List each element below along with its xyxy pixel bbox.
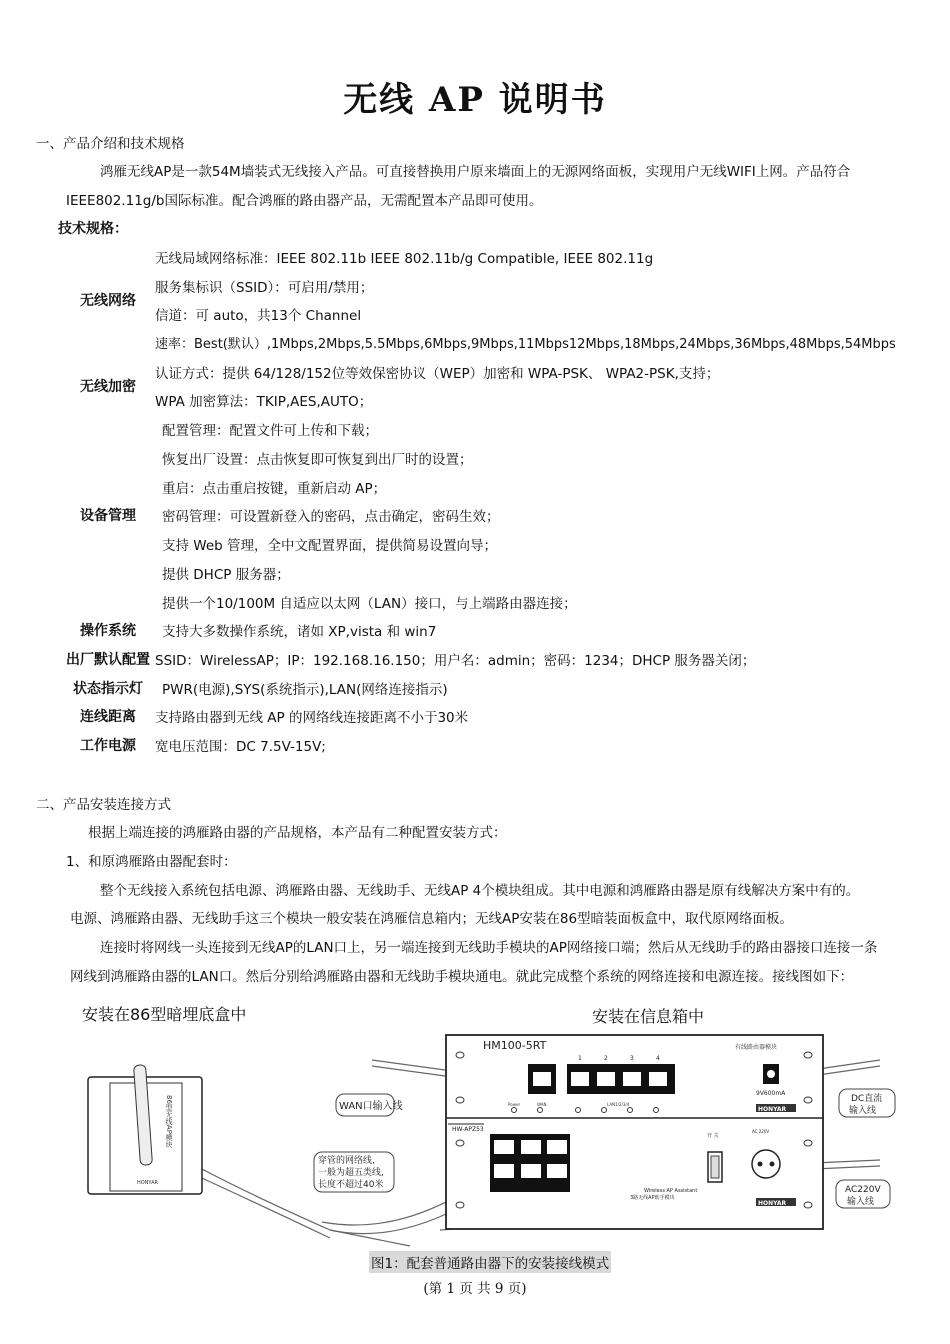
paragraph: 连接时将网线一头连接到无线AP的LAN口上，另一端连接到无线助手模块的AP网络接口端；然后从无线助手的路由器接口连接一条 <box>100 940 878 956</box>
spec-value: WPA 加密算法：TKIP,AES,AUTO； <box>155 394 373 410</box>
callout-wan <box>336 1094 403 1116</box>
spec-heading: 技术规格： <box>58 221 128 237</box>
spec-value: 提供一个10/100M 自适应以太网（LAN）接口，与上端路由器连接； <box>162 596 577 612</box>
spec-label-wireless-encryption: 无线加密 <box>80 379 136 395</box>
assist-name-cn: 3路无线AP助手模块 <box>630 1195 675 1201</box>
callout-dc <box>839 1089 895 1117</box>
svg-text:输入线: 输入线 <box>847 1197 875 1207</box>
paragraph: 整个无线接入系统包括电源、鸿雁路由器、无线助手、无线AP 4个模块组成。其中电源和鸿雁路由器是原有线解决方案中有的。 <box>100 883 860 899</box>
spec-value: 宽电压范围：DC 7.5V-15V; <box>155 739 326 755</box>
spec-value: 配置管理：配置文件可上传和下载； <box>162 423 378 439</box>
assist-model-label: HW-APZ53 <box>452 1126 484 1133</box>
figure-right-caption: 安装在信息箱中 <box>592 1007 705 1026</box>
power-led-label: Power <box>508 1102 521 1107</box>
spec-value: 提供 DHCP 服务器； <box>162 567 290 583</box>
spec-label-factory-default: 出厂默认配置 <box>66 652 150 668</box>
intro-paragraph: 鸿雁无线AP是一款54M墙装式无线接入产品。可直接替换用户原来墙面上的无源网络面板，实现用户无线WIFI上网。产品符合 <box>100 164 851 180</box>
paragraph: 电源、鸿雁路由器、无线助手这三个模块一般安装在鸿雁信息箱内；无线AP安装在86型暗装面板盒中，取代原网络面板。 <box>70 911 794 927</box>
spec-label-wireless-network: 无线网络 <box>80 293 136 309</box>
subheading: 1、和原鸿雁路由器配套时： <box>66 854 237 870</box>
spec-label-distance: 连线距离 <box>80 709 136 725</box>
spec-value: 速率：Best(默认）,1Mbps,2Mbps,5.5Mbps,6Mbps,9Mbps,11Mbps12Mbps,18Mbps,24Mbps,36Mbps,48Mbps,54Mbps <box>155 337 896 352</box>
brand-label: HONYAR <box>758 1200 787 1207</box>
paragraph: 网线到鸿雁路由器的LAN口。然后分别给鸿雁路由器和无线助手模块通电。就此完成整个系统的网络连接和电源连接。接线图如下： <box>70 969 854 985</box>
svg-text:穿管的网络线,: 穿管的网络线, <box>318 1156 375 1166</box>
port-number: 4 <box>656 1055 660 1062</box>
page-title: 无线 AP 说明书 <box>343 80 607 120</box>
ac-socket-icon <box>752 1150 780 1178</box>
callout-cable <box>314 1152 394 1192</box>
spec-label-os: 操作系统 <box>80 623 136 639</box>
spec-label-status-led: 状态指示灯 <box>73 681 143 697</box>
section-heading-2: 二、产品安装连接方式 <box>36 797 171 813</box>
brand-label: HONYAR <box>758 1106 787 1113</box>
svg-text:AC220V: AC220V <box>845 1185 881 1195</box>
spec-value: 信道：可 auto，共13个 Channel <box>155 308 362 324</box>
assist-name-en: Wireless AP Assistant <box>644 1188 698 1194</box>
spec-value: SSID：WirelessAP；IP：192.168.16.150；用户名：admin；密码：1234；DHCP 服务器关闭； <box>155 653 756 669</box>
spec-label-device-management: 设备管理 <box>80 508 136 524</box>
port-number: 1 <box>578 1055 582 1062</box>
switch-label: 开 关 <box>707 1133 719 1139</box>
router-module-label: 有线路由器模块 <box>735 1044 778 1051</box>
ap-module-label: 86型无线AP模块 <box>165 1095 173 1148</box>
ap-brand-label: HONYAR <box>137 1180 158 1186</box>
ac-label: AC 220V <box>752 1129 770 1134</box>
spec-value: 认证方式：提供 64/128/152位等效保密协议（WEP）加密和 WPA-PSK、 WPA2-PSK,支持； <box>155 366 720 382</box>
port-number: 3 <box>630 1055 634 1062</box>
wan-led-label: WAN <box>537 1102 547 1107</box>
svg-text:WAN口输入线: WAN口输入线 <box>339 1101 403 1112</box>
spec-value: 支持大多数操作系统，诸如 XP,vista 和 win7 <box>162 624 437 640</box>
spec-value: 密码管理：可设置新登入的密码，点击确定，密码生效； <box>162 509 500 525</box>
page-footer: (第 1 页 共 9 页) <box>423 1281 527 1297</box>
port-number: 2 <box>604 1055 608 1062</box>
figure-left-caption: 安装在86型暗埋底盒中 <box>82 1005 247 1024</box>
intro-paragraph-cont: IEEE802.11g/b国际标准。配合鸿雁的路由器产品，无需配置本产品即可使用。 <box>66 193 543 209</box>
info-box <box>446 1035 823 1229</box>
svg-text:输入线: 输入线 <box>849 1106 877 1116</box>
svg-text:一般为超五类线,: 一般为超五类线, <box>318 1168 384 1178</box>
svg-text:长度不超过40米: 长度不超过40米 <box>318 1180 384 1190</box>
ap-wall-panel <box>88 1065 202 1194</box>
svg-text:DC直流: DC直流 <box>851 1094 883 1104</box>
power-rating-label: 9V600mA <box>756 1090 786 1097</box>
spec-value: 重启：点击重启按键，重新启动 AP； <box>162 481 387 497</box>
paragraph: 根据上端连接的鸿雁路由器的产品规格，本产品有二种配置安装方式： <box>88 825 507 841</box>
spec-label-power: 工作电源 <box>80 738 136 754</box>
spec-value: 无线局域网络标准：IEEE 802.11b IEEE 802.11b/g Compatible, IEEE 802.11g <box>155 251 654 267</box>
spec-value: PWR(电源),SYS(系统指示),LAN(网络连接指示) <box>162 682 448 698</box>
spec-value: 服务集标识（SSID）：可启用/禁用； <box>155 280 374 296</box>
router-model-label: HM100-5RT <box>483 1039 547 1052</box>
lan-led-label: LAN1/2/3/4 <box>607 1102 630 1107</box>
figure-caption: 图1：配套普通路由器下的安装接线模式 <box>369 1251 611 1273</box>
spec-value: 支持路由器到无线 AP 的网络线连接距离不小于30米 <box>155 710 469 726</box>
spec-value: 恢复出厂设置：点击恢复即可恢复到出厂时的设置； <box>162 452 473 468</box>
callout-ac <box>836 1180 890 1208</box>
section-heading-1: 一、产品介绍和技术规格 <box>36 136 185 152</box>
spec-value: 支持 Web 管理，全中文配置界面，提供简易设置向导； <box>162 538 498 554</box>
